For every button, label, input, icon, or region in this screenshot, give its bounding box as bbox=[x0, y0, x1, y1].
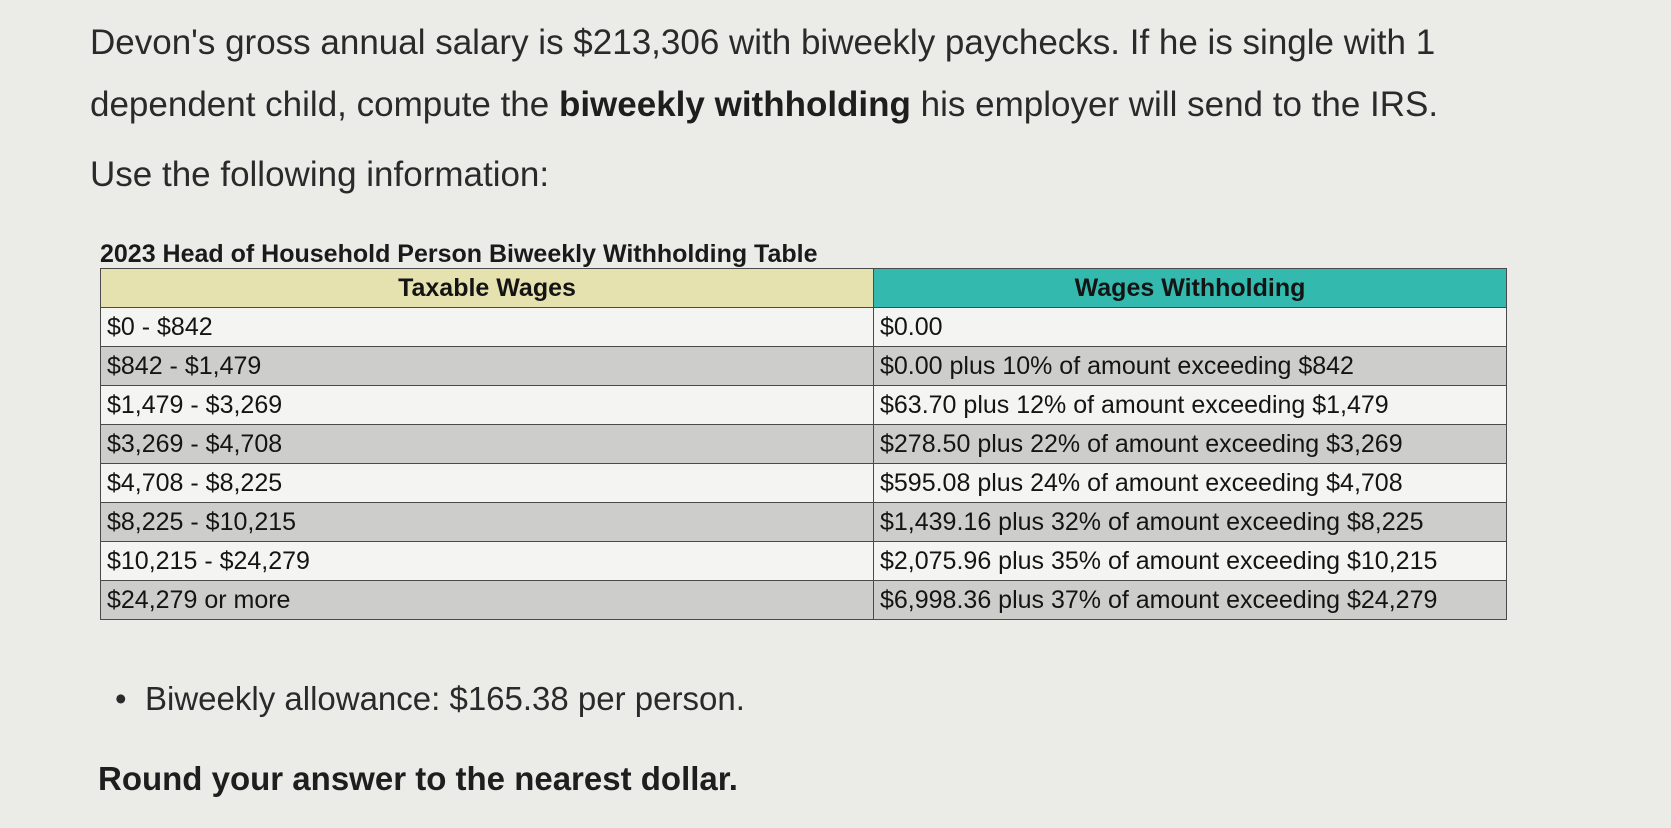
table-row bbox=[101, 425, 1507, 464]
table-row bbox=[101, 503, 1507, 542]
taxable-wages-cell: $24,279 or more bbox=[101, 581, 874, 620]
taxable-wages-cell: $0 - $842 bbox=[101, 308, 874, 347]
taxable-wages-cell: $10,215 - $24,279 bbox=[101, 542, 874, 581]
question-part-1: Devon's gross annual salary is $213,306 with biweekly paychecks. If he is single with 1 dependent child, compute the bbox=[90, 23, 1436, 124]
table-header-row bbox=[101, 269, 1507, 308]
allowance-text: Biweekly allowance: $165.38 per person. bbox=[145, 680, 745, 717]
table-row bbox=[101, 347, 1507, 386]
table-row bbox=[101, 464, 1507, 503]
withholding-cell: $0.00 bbox=[874, 308, 1507, 347]
taxable-wages-cell: $3,269 - $4,708 bbox=[101, 425, 874, 464]
withholding-cell: $278.50 plus 22% of amount exceeding $3,269 bbox=[874, 425, 1507, 464]
table-title: 2023 Head of Household Person Biweekly Withholding Table bbox=[100, 240, 818, 268]
taxable-wages-cell: $842 - $1,479 bbox=[101, 347, 874, 386]
bullet-dot-icon: • bbox=[115, 680, 127, 717]
table-row bbox=[101, 581, 1507, 620]
taxable-wages-cell: $8,225 - $10,215 bbox=[101, 503, 874, 542]
taxable-wages-cell: $1,479 - $3,269 bbox=[101, 386, 874, 425]
header-taxable-wages: Taxable Wages bbox=[101, 269, 874, 308]
withholding-cell: $6,998.36 plus 37% of amount exceeding $24,279 bbox=[874, 581, 1507, 620]
withholding-cell: $1,439.16 plus 32% of amount exceeding $8,225 bbox=[874, 503, 1507, 542]
table-row bbox=[101, 386, 1507, 425]
taxable-wages-cell: $4,708 - $8,225 bbox=[101, 464, 874, 503]
rounding-instruction: Round your answer to the nearest dollar. bbox=[98, 760, 738, 797]
use-info-line: Use the following information: bbox=[90, 155, 550, 194]
withholding-table bbox=[100, 268, 1507, 620]
withholding-cell: $595.08 plus 24% of amount exceeding $4,708 bbox=[874, 464, 1507, 503]
question-text bbox=[90, 12, 1590, 136]
withholding-cell: $63.70 plus 12% of amount exceeding $1,479 bbox=[874, 386, 1507, 425]
table-row bbox=[101, 542, 1507, 581]
table-row bbox=[101, 308, 1507, 347]
withholding-cell: $0.00 plus 10% of amount exceeding $842 bbox=[874, 347, 1507, 386]
allowance-bullet bbox=[115, 680, 745, 718]
header-wages-withholding: Wages Withholding bbox=[874, 269, 1507, 308]
withholding-cell: $2,075.96 plus 35% of amount exceeding $10,215 bbox=[874, 542, 1507, 581]
question-part-2: his employer will send to the IRS. bbox=[910, 85, 1439, 124]
question-bold-phrase: biweekly withholding bbox=[558, 85, 911, 124]
